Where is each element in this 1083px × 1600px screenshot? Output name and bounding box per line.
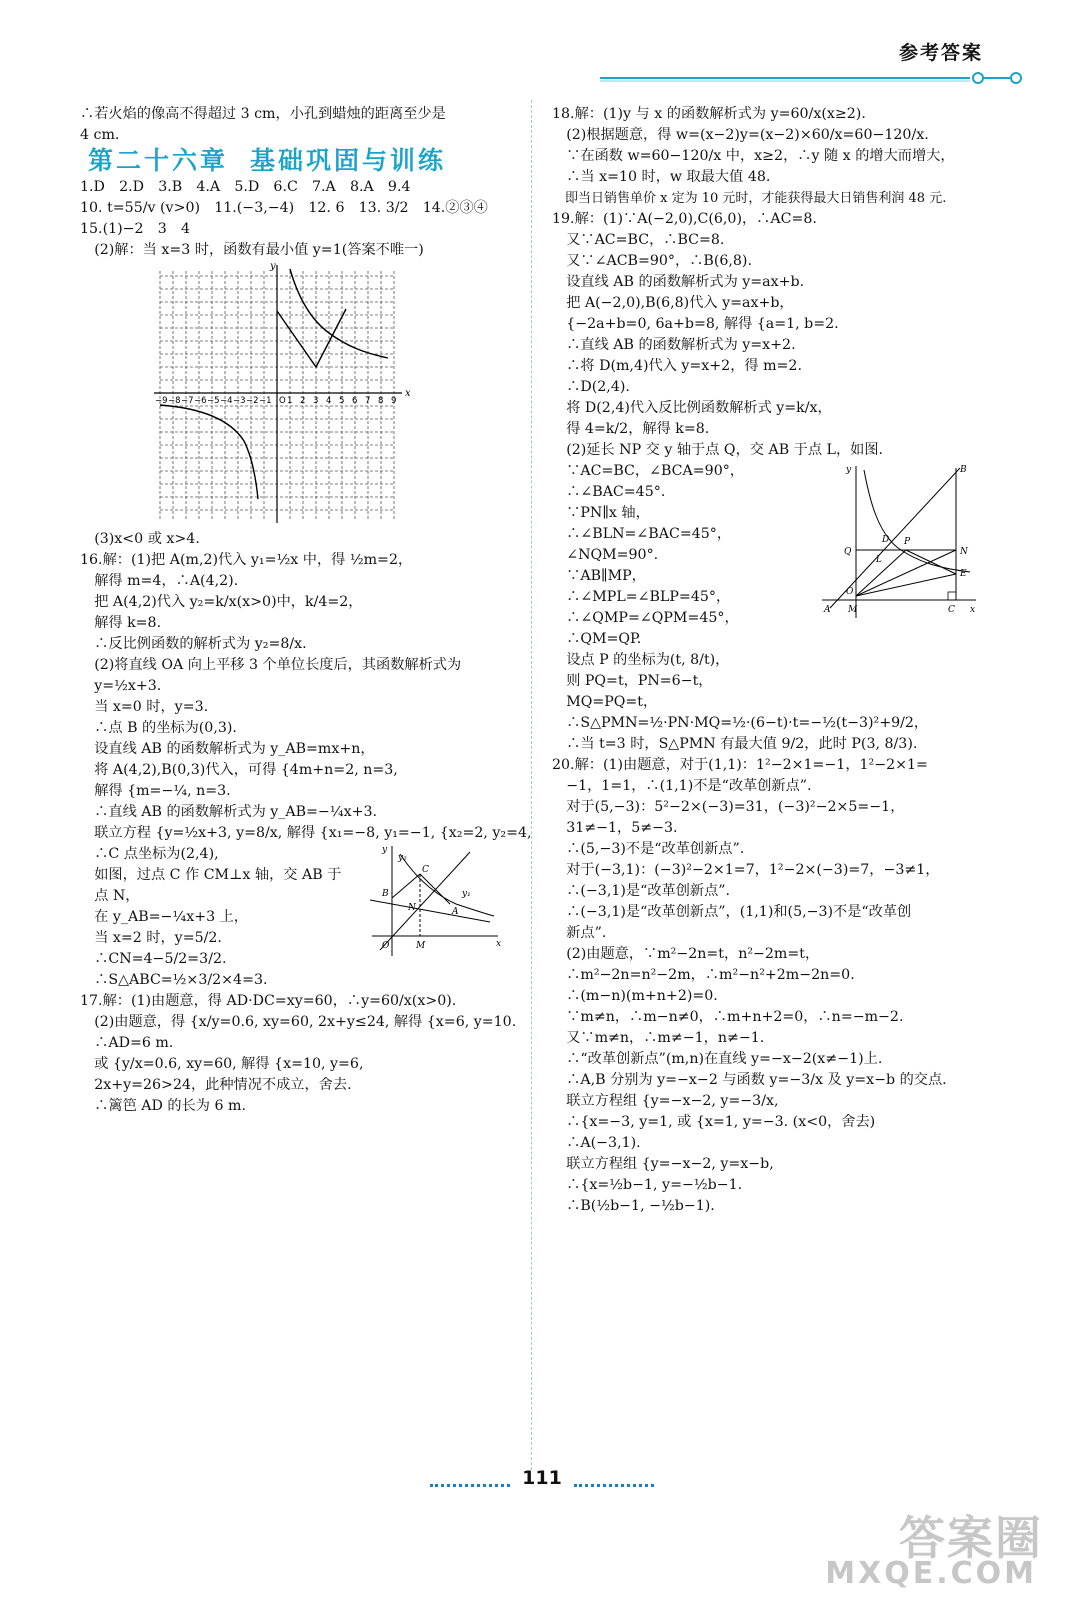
answer-line: ∴篱笆 AD 的长为 6 m. — [80, 1098, 246, 1114]
tick-label: 5 — [339, 396, 345, 406]
answer-line: ∴C 点坐标为(2,4), — [80, 846, 219, 862]
answer-line: ∴QM=QP. — [552, 631, 642, 647]
label-c: C — [948, 605, 955, 615]
label-a: A — [452, 907, 459, 917]
left-column — [80, 104, 532, 1117]
answer-line: ∴(−3,1)是“改革创新点”，(1,1)和(5,−3)不是“改革创 — [552, 904, 912, 920]
answer-line: 31≠−1，5≠−3. — [552, 820, 678, 836]
tick-label: 7 — [365, 396, 371, 406]
answer-line: ∴“改革创新点”(m,n)在直线 y=−x−2(x≠−1)上. — [552, 1051, 883, 1067]
tick-label: 9 — [391, 396, 397, 406]
label-y: y — [846, 465, 852, 475]
answer-line: ∴S△PMN=½·PN·MQ=½·(6−t)·t=−½(t−3)²+9/2， — [552, 715, 929, 731]
answer-line: ∴(−3,1)是“改革创新点”. — [552, 883, 731, 899]
answer-line: (2)由题意，得 {x/y=0.6, xy=60, 2x+y≤24, 解得 {x=6, y=10. — [80, 1014, 517, 1030]
label-d: D — [882, 535, 890, 545]
label-p: P — [904, 537, 911, 547]
answer-line: ∴{x=½b−1, y=−½b−1. — [552, 1177, 743, 1193]
axis-label-x: x — [405, 388, 411, 399]
answer-line: ∴将 D(m,4)代入 y=x+2，得 m=2. — [552, 358, 802, 374]
answer-line: 新点”. — [552, 925, 607, 941]
tick-label: −1 — [259, 396, 272, 406]
answer-line: −1，1=1，∴(1,1)不是“改革创新点”. — [552, 778, 812, 794]
answer-line: ∴(m−n)(m+n+2)=0. — [552, 988, 718, 1004]
label-y: y — [382, 845, 388, 855]
answer-line: ∵AB∥MP， — [552, 568, 646, 584]
answer-line: 解得 k=8. — [80, 615, 162, 631]
text-line: 4 cm. — [80, 127, 120, 143]
label-b: B — [960, 465, 967, 475]
tick-label: −8 — [168, 396, 181, 406]
answer-line: ∴D(2,4). — [552, 379, 630, 395]
answer-line: 如图，过点 C 作 CM⊥x 轴，交 AB 于 — [80, 867, 342, 883]
answer-line: 在 y_AB=−¼x+3 上， — [80, 909, 248, 925]
answer-line: {−2a+b=0, 6a+b=8, 解得 {a=1, b=2. — [552, 316, 839, 332]
tick-label: −7 — [181, 396, 194, 406]
answer-line: 当 x=2 时，y=5/2. — [80, 930, 222, 946]
label-y2: y₂ — [398, 853, 407, 863]
answer-line: ∴当 x=10 时，w 取最大值 48. — [552, 169, 771, 185]
answer-line: MQ=PQ=t， — [552, 694, 658, 710]
answer-line: ∴A,B 分别为 y=−x−2 与函数 y=−3/x 及 y=x−b 的交点. — [552, 1072, 947, 1088]
figure-19-diagram — [820, 462, 980, 622]
page-number: 111 — [522, 1467, 562, 1489]
answer-line: ∴{x=−3, y=1, 或 {x=1, y=−3. (x<0，舍去) — [552, 1114, 876, 1130]
answer-line: 解得 m=4，∴A(4,2). — [80, 573, 239, 589]
label-n: N — [960, 547, 968, 557]
tick-label: O — [279, 396, 286, 406]
answer-line: ∴反比例函数的解析式为 y₂=8/x. — [80, 636, 307, 652]
answer-line: 10. t=55/v (v>0) 11.(−3,−4) 12. 6 13. 3/2 14.②③④ — [80, 200, 488, 216]
tick-label: −2 — [246, 396, 259, 406]
answer-line: ∵PN∥x 轴， — [552, 505, 650, 521]
tick-label: 1 — [287, 396, 293, 406]
answer-line: 17.解：(1)由题意，得 AD·DC=xy=60，∴y=60/x(x>0). — [80, 993, 457, 1009]
answer-line: ∴∠BAC=45°. — [552, 484, 666, 500]
label-q: Q — [844, 547, 852, 557]
label-o: O — [846, 587, 854, 597]
answer-line: 设直线 AB 的函数解析式为 y_AB=mx+n， — [80, 741, 375, 757]
right-column — [552, 104, 1012, 1217]
answer-line: 得 4=k/2，解得 k=8. — [552, 421, 710, 437]
header-title: 参考答案 — [898, 42, 983, 64]
answer-line: ∵在函数 w=60−120/x 中，x≥2，∴y 随 x 的增大而增大， — [552, 148, 955, 164]
watermark-logo: 答案圈 — [899, 1511, 1043, 1565]
answer-line: 设直线 AB 的函数解析式为 y=ax+b. — [552, 274, 805, 290]
tick-label: 6 — [352, 396, 358, 406]
tick-label: 2 — [300, 396, 306, 406]
header-decoration — [600, 72, 1030, 84]
answer-line: ∴点 B 的坐标为(0,3). — [80, 720, 237, 736]
label-e: E — [960, 569, 967, 579]
answer-line: 即当日销售单价 x 定为 10 元时，才能获得最大日销售利润 48 元. — [552, 191, 947, 206]
answer-line: 把 A(−2,0),B(6,8)代入 y=ax+b， — [552, 295, 794, 311]
label-m: M — [848, 605, 858, 615]
answer-line: 解得 {m=−¼, n=3. — [80, 783, 231, 799]
answer-line: 当 x=0 时，y=3. — [80, 699, 209, 715]
label-o: O — [382, 941, 390, 951]
answer-line: 将 A(4,2),B(0,3)代入，可得 {4m+n=2, n=3, — [80, 762, 398, 778]
answer-line: 16.解：(1)把 A(m,2)代入 y₁=½x 中，得 ½m=2， — [80, 552, 413, 568]
answer-line: 又∵m≠n，∴m≠−1，n≠−1. — [552, 1030, 765, 1046]
answer-line: (2)根据题意，得 w=(x−2)y=(x−2)×60/x=60−120/x. — [552, 127, 929, 143]
answer-line: ∴B(½b−1, −½b−1). — [552, 1198, 715, 1214]
tick-label: 8 — [378, 396, 384, 406]
answer-line: ∴直线 AB 的函数解析式为 y=x+2. — [552, 337, 796, 353]
tick-label: −5 — [207, 396, 220, 406]
answer-line: 1.D 2.D 3.B 4.A 5.D 6.C 7.A 8.A 9.4 — [80, 179, 411, 195]
chapter-number: 第二十六章 — [88, 146, 229, 175]
answer-line: 19.解：(1)∵A(−2,0),C(6,0)，∴AC=8. — [552, 211, 817, 227]
answer-line: 对于(5,−3)：5²−2×(−3)=31，(−3)²−2×5=−1， — [552, 799, 905, 815]
tick-label: 3 — [313, 396, 319, 406]
label-b: B — [382, 889, 389, 899]
answer-line: 联立方程组 {y=−x−2, y=−3/x, — [552, 1093, 779, 1109]
label-x: x — [496, 939, 502, 949]
answer-line: ∵m≠n，∴m−n≠0，∴m+n+2=0，∴n=−m−2. — [552, 1009, 904, 1025]
answer-line: 把 A(4,2)代入 y₂=k/x(x>0)中，k/4=2， — [80, 594, 363, 610]
answer-line: 则 PQ=t，PN=6−t， — [552, 673, 713, 689]
answer-line: (2)延长 NP 交 y 轴于点 Q，交 AB 于点 L，如图. — [552, 442, 884, 458]
answer-line: ∴直线 AB 的函数解析式为 y_AB=−¼x+3. — [80, 804, 377, 820]
answer-line: 对于(−3,1)：(−3)²−2×1=7，1²−2×(−3)=7，−3≠1， — [552, 862, 940, 878]
answer-line: 联立方程 {y=½x+3, y=8/x, 解得 {x₁=−8, y₁=−1, {x₂=2, y₂=4, — [80, 825, 532, 841]
answer-line: 20.解：(1)由题意，对于(1,1)：1²−2×1=−1，1²−2×1= — [552, 757, 928, 773]
axis-label-y: y — [270, 261, 276, 272]
label-a: A — [824, 605, 831, 615]
answer-line: (2)由题意，∵m²−2n=t，n²−2m=t， — [552, 946, 820, 962]
answer-line: ∴(5,−3)不是“改革创新点”. — [552, 841, 745, 857]
answer-line: 15.(1)−2 3 4 — [80, 221, 191, 237]
answer-line: ∴S△ABC=½×3/2×4=3. — [80, 972, 268, 988]
tick-label: 4 — [326, 396, 332, 406]
answer-line: ∴m²−2n=n²−2m，∴m²−n²+2m−2n=0. — [552, 967, 855, 983]
answer-line: ∴∠QMP=∠QPM=45°， — [552, 610, 739, 626]
answer-line: ∴CN=4−5/2=3/2. — [80, 951, 227, 967]
answer-line: ∴A(−3,1). — [552, 1135, 641, 1151]
label-l: L — [876, 555, 882, 565]
answer-line: 18.解：(1)y 与 x 的函数解析式为 y=60/x(x≥2). — [552, 106, 866, 122]
page-number-dots-right — [574, 1484, 654, 1487]
figure-16-diagram — [370, 842, 510, 960]
answer-line: (2)解：当 x=3 时，函数有最小值 y=1(答案不唯一) — [80, 242, 424, 258]
answer-line: (2)将直线 OA 向上平移 3 个单位长度后，其函数解析式为 — [80, 657, 462, 673]
answer-line: 设点 P 的坐标为(t, 8/t)， — [552, 652, 730, 668]
answer-line: 联立方程组 {y=−x−2, y=x−b, — [552, 1156, 774, 1172]
watermark-url: MXQE.COM — [825, 1556, 1037, 1591]
label-x: x — [970, 605, 976, 615]
tick-label: −6 — [194, 396, 207, 406]
chapter-name: 基础巩固与训练 — [250, 146, 447, 175]
answer-line: ∴∠MPL=∠BLP=45°， — [552, 589, 731, 605]
answer-line: ∴当 t=3 时，S△PMN 有最大值 9/2，此时 P(3, 8/3). — [552, 736, 918, 752]
answer-line: 又∵∠ACB=90°，∴B(6,8). — [552, 253, 752, 269]
answer-line: ∴AD=6 m. — [80, 1035, 174, 1051]
answer-line: ∠NQM=90°. — [552, 547, 659, 563]
answer-line: 或 {y/x=0.6, xy=60, 解得 {x=10, y=6, — [80, 1056, 364, 1072]
label-n: N — [408, 903, 416, 913]
text-line: ∴若火焰的像高不得超过 3 cm，小孔到蜡烛的距离至少是 — [80, 106, 446, 122]
answer-line: (3)x<0 或 x>4. — [80, 531, 200, 547]
label-m: M — [416, 941, 426, 951]
answer-line: 将 D(2,4)代入反比例函数解析式 y=k/x， — [552, 400, 832, 416]
tick-label: −3 — [233, 396, 246, 406]
label-y1: y₁ — [462, 889, 471, 899]
figure-15-graph — [140, 261, 440, 529]
tick-label: −9 — [155, 396, 168, 406]
answer-line: 又∵AC=BC，∴BC=8. — [552, 232, 725, 248]
answer-line: ∵AC=BC，∠BCA=90°， — [552, 463, 744, 479]
chapter-heading — [88, 146, 520, 175]
answer-line: 2x+y=26>24，此种情况不成立，舍去. — [80, 1077, 352, 1093]
page-number-dots-left — [430, 1484, 510, 1487]
answer-line: ∴∠BLN=∠BAC=45°， — [552, 526, 732, 542]
answer-line: y=½x+3. — [80, 678, 162, 694]
answer-line: 点 N， — [80, 888, 140, 904]
column-divider — [531, 100, 532, 1470]
label-c: C — [422, 865, 429, 875]
tick-label: −4 — [220, 396, 233, 406]
